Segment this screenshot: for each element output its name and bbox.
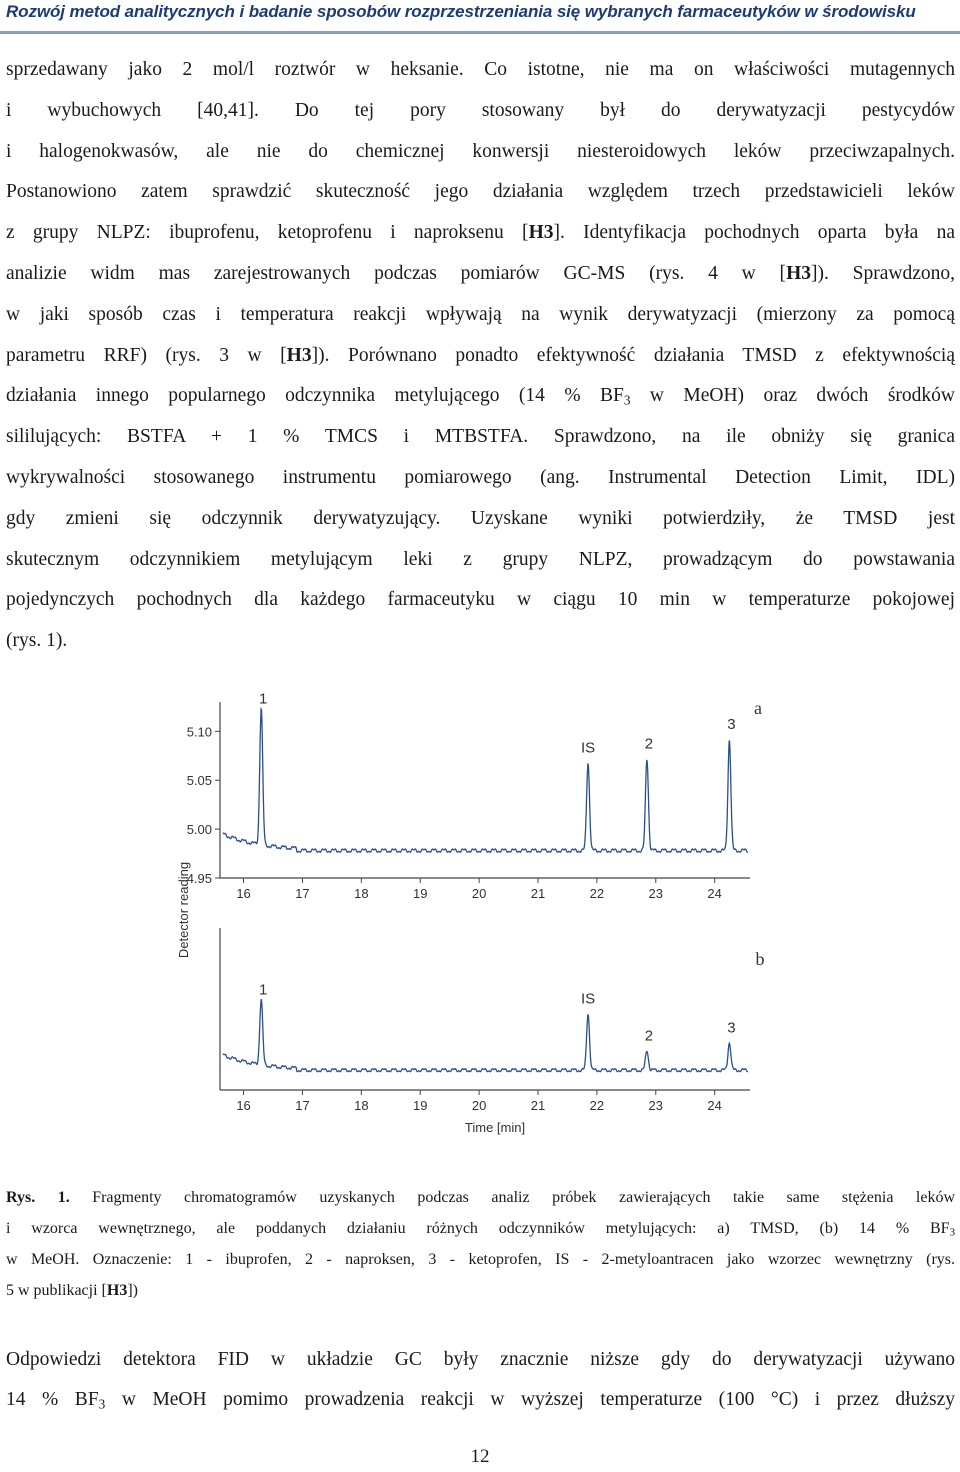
text-run: 14 % BF <box>6 1389 99 1410</box>
x-tick-label: 24 <box>707 1098 722 1113</box>
text-line: wykrywalności stosowanego instrumentu pomiarowego (ang. Instrumental Detection Limit, IDL) <box>6 466 955 488</box>
running-header <box>0 0 960 38</box>
text-line <box>6 376 955 417</box>
text-line: pojedynczych pochodnych dla każdego farmaceutyku w ciągu 10 min w temperaturze pokojowej <box>6 589 955 611</box>
text-run: parametru RRF) (rys. 3 w [ <box>6 344 287 366</box>
y-tick-label: 5.10 <box>186 724 212 740</box>
y-axis-title: Detector reading <box>176 861 191 959</box>
text-line: w jaki sposób czas i temperatura reakcji wpływają na wynik derywatyzacji (mierzony za pomocą <box>6 303 955 325</box>
x-tick-label: 21 <box>530 1098 546 1113</box>
caption-line <box>6 1213 955 1244</box>
peak-label: 1 <box>259 690 268 708</box>
text-line: i wybuchowych [40,41]. Do tej pory stosowany był do derywatyzacji pestycydów <box>6 99 955 121</box>
caption-line <box>6 1182 955 1213</box>
panel-label: b <box>755 949 765 969</box>
x-axis-title: Time [min] <box>464 1120 526 1135</box>
caption-line <box>6 1275 955 1306</box>
x-tick-label: 17 <box>295 886 310 901</box>
page-number: 12 <box>470 1446 490 1467</box>
text-line <box>6 336 955 377</box>
text-run: ]). Sprawdzono, <box>810 262 956 284</box>
text-line: sililujących: BSTFA + 1 % TMCS i MTBSTFA. Sprawdzono, na ile obniży się granica <box>6 426 955 448</box>
peak-label: IS <box>580 990 596 1008</box>
y-tick-label: 5.00 <box>186 822 212 838</box>
x-tick-label: 20 <box>471 1098 487 1113</box>
peak-label: 2 <box>644 1027 654 1045</box>
text-run: w MeOH pomimo prowadzenia reakcji w wyższej temperaturze (100 °C) i przez dłuższy <box>105 1389 955 1410</box>
chromatogram-trace <box>223 1000 748 1072</box>
figure-caption <box>6 1182 955 1306</box>
text-run: ]. Identyfikacja pochodnych oparta była na <box>553 222 955 244</box>
reference-bold: H3 <box>286 344 312 366</box>
text-line: Postanowiono zatem sprawdzić skuteczność jego działania względem trzech przedstawicieli leków <box>6 181 955 203</box>
text-line: skutecznym odczynnikiem metylującym leki z grupy NLPZ, prowadzącym do powstawania <box>6 548 955 570</box>
x-tick-label: 16 <box>236 1098 251 1113</box>
chromatogram-figure <box>160 690 800 1140</box>
text-line <box>6 213 955 254</box>
text-run: Fragmenty chromatogramów uzyskanych podczas analiz próbek zawierających takie same stężenia leków <box>69 1189 956 1206</box>
text-run: ]) <box>127 1282 138 1299</box>
text-run: analizie widm mas zarejestrowanych podczas pomiarów GC-MS (rys. 4 w [ <box>6 262 787 284</box>
body-paragraph-1 <box>6 50 955 662</box>
text-run: i wzorca wewnętrznego, ale poddanych działaniu różnych odczynników metylujących: a) TMSD, (b) 14 % BF <box>6 1220 950 1237</box>
caption-line: w MeOH. Oznaczenie: 1 - ibuprofen, 2 - naproksen, 3 - ketoprofen, IS - 2-metyloantracen jako wzorzec wewnętrzny (rys. <box>6 1251 955 1268</box>
peak-label: 3 <box>727 1019 736 1037</box>
y-tick-label: 4.95 <box>186 871 212 886</box>
text-line: Odpowiedzi detektora FID w układzie GC były znacznie niższe gdy do derywatyzacji używano <box>6 1349 955 1370</box>
text-line: (rys. 1). <box>6 630 68 652</box>
chromatogram-trace <box>223 709 748 852</box>
x-tick-label: 16 <box>236 886 251 901</box>
subscript: 3 <box>623 392 631 408</box>
chromatogram-chart <box>160 690 800 1140</box>
x-tick-label: 24 <box>707 886 722 901</box>
x-tick-label: 23 <box>648 1098 664 1113</box>
caption-lead: Rys. 1. <box>6 1189 70 1206</box>
subscript: 3 <box>949 1226 955 1239</box>
x-tick-label: 23 <box>648 886 664 901</box>
text-run: działania innego popularnego odczynnika metylującego (14 % BF <box>6 385 624 407</box>
reference-bold: H3 <box>106 1282 128 1299</box>
y-tick-label: 5.05 <box>186 773 212 789</box>
text-line <box>6 1380 955 1420</box>
peak-label: 3 <box>727 716 736 734</box>
x-tick-label: 17 <box>295 1098 310 1113</box>
x-tick-label: 20 <box>471 886 487 901</box>
x-tick-label: 21 <box>530 886 546 901</box>
text-line: i halogenokwasów, ale nie do chemicznej konwersji niesteroidowych leków przeciwzapalnych. <box>6 140 955 162</box>
text-run: ]). Porównano ponadto efektywność działania TMSD z efektywnością <box>311 344 955 366</box>
subscript: 3 <box>98 1396 106 1412</box>
body-paragraph-2 <box>6 1340 955 1420</box>
text-run: 5 w publikacji [ <box>6 1282 107 1299</box>
peak-label: 1 <box>259 981 268 999</box>
x-tick-label: 22 <box>589 886 605 901</box>
x-tick-label: 18 <box>354 1098 369 1113</box>
peak-label: IS <box>580 739 596 757</box>
text-run: z grupy NLPZ: ibuprofenu, ketoprofenu i naproksenu [ <box>6 222 529 244</box>
x-tick-label: 18 <box>354 886 369 901</box>
x-tick-label: 19 <box>412 1098 428 1113</box>
text-run: w MeOH) oraz dwóch środków <box>630 385 955 407</box>
header-rule <box>0 31 960 34</box>
header-title: Rozwój metod analitycznych i badanie sposobów rozprzestrzeniania się wybranych farmaceutyków w środowisku <box>6 2 916 21</box>
panel-label: a <box>754 698 762 718</box>
x-tick-label: 22 <box>589 1098 605 1113</box>
x-tick-label: 19 <box>412 886 428 901</box>
text-line: gdy zmieni się odczynnik derywatyzujący. Uzyskane wyniki potwierdziły, że TMSD jest <box>6 507 955 529</box>
text-line <box>6 254 955 295</box>
reference-bold: H3 <box>528 222 554 244</box>
reference-bold: H3 <box>786 262 811 284</box>
peak-label: 2 <box>644 735 654 753</box>
text-line: sprzedawany jako 2 mol/l roztwór w heksanie. Co istotne, nie ma on właściwości mutagennych <box>6 59 955 80</box>
